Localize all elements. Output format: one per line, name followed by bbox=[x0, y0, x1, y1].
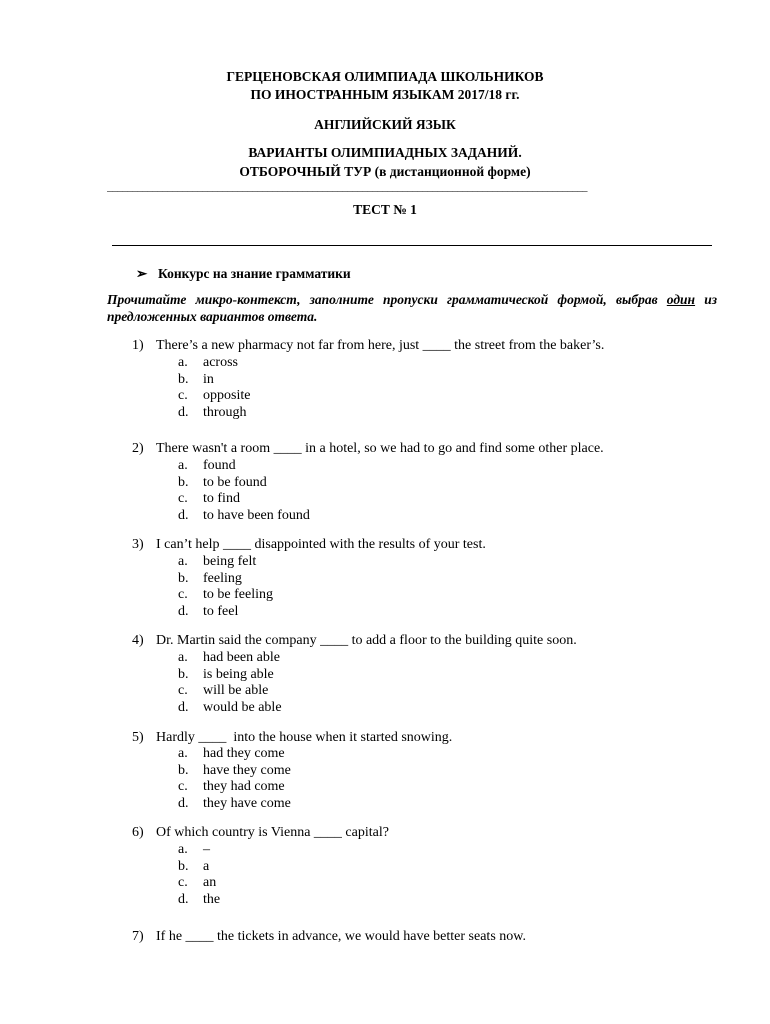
option-text: to have been found bbox=[203, 508, 310, 524]
instruction-text bbox=[107, 291, 717, 325]
option bbox=[178, 700, 282, 717]
question-text: If he ____ the tickets in advance, we would have better seats now. bbox=[156, 929, 526, 944]
option-letter: d. bbox=[178, 796, 189, 812]
question-number: 5) bbox=[132, 730, 144, 745]
option-letter: c. bbox=[178, 491, 188, 507]
option-text: – bbox=[203, 842, 210, 857]
option-letter: b. bbox=[178, 762, 189, 778]
option-text: the bbox=[203, 892, 221, 908]
option bbox=[178, 842, 220, 859]
option-text: across bbox=[203, 355, 238, 370]
option bbox=[178, 372, 250, 389]
option bbox=[178, 683, 282, 700]
option-letter: d. bbox=[178, 892, 189, 908]
option-text: had they come bbox=[203, 746, 285, 761]
option bbox=[178, 779, 291, 796]
option-letter: b. bbox=[178, 474, 189, 490]
header-round: ОТБОРОЧНЫЙ ТУР (в дистанционной форме) bbox=[239, 164, 531, 179]
option bbox=[178, 796, 291, 813]
option-letter: d. bbox=[178, 700, 189, 716]
question-text: Of which country is Vienna ____ capital? bbox=[156, 825, 389, 840]
option-letter: a. bbox=[178, 746, 188, 761]
question-number: 6) bbox=[132, 825, 144, 840]
question-6-options bbox=[178, 842, 220, 909]
question-number: 4) bbox=[132, 633, 144, 648]
option bbox=[178, 859, 220, 876]
option bbox=[178, 746, 291, 763]
option bbox=[178, 667, 282, 684]
option bbox=[178, 491, 310, 508]
option bbox=[178, 554, 273, 571]
question-4-options bbox=[178, 650, 282, 717]
option-letter: c. bbox=[178, 683, 188, 699]
arrow-bullet-icon: ➢ bbox=[136, 266, 148, 281]
option-letter: d. bbox=[178, 604, 189, 620]
option bbox=[178, 475, 310, 492]
option bbox=[178, 508, 310, 525]
option-text: being felt bbox=[203, 554, 257, 569]
header-variants: ВАРИАНТЫ ОЛИМПИАДНЫХ ЗАДАНИЙ. bbox=[248, 145, 522, 160]
question-7 bbox=[132, 929, 732, 945]
option bbox=[178, 587, 273, 604]
option-text: to find bbox=[203, 491, 240, 507]
question-text: I can’t help ____ disappointed with the results of your test. bbox=[156, 537, 486, 552]
question-number: 7) bbox=[132, 929, 144, 944]
option-text: will be able bbox=[203, 683, 269, 699]
option-letter: c. bbox=[178, 779, 188, 795]
option bbox=[178, 388, 250, 405]
instruction-underlined: один bbox=[666, 292, 696, 307]
option-letter: b. bbox=[178, 570, 189, 586]
option-text: an bbox=[203, 875, 217, 891]
option-text: opposite bbox=[203, 388, 251, 404]
test-title: ТЕСТ № 1 bbox=[353, 202, 417, 217]
question-number: 3) bbox=[132, 537, 144, 552]
option bbox=[178, 892, 220, 909]
header-separator: ________________________________________________________________________________________________ bbox=[107, 181, 587, 193]
option-letter: c. bbox=[178, 587, 188, 603]
option bbox=[178, 571, 273, 588]
option-text: they had come bbox=[203, 779, 285, 795]
option-text: in bbox=[203, 371, 214, 387]
option-letter: a. bbox=[178, 355, 188, 370]
option-letter: d. bbox=[178, 405, 189, 421]
option-text: to be feeling bbox=[203, 587, 273, 603]
question-6 bbox=[132, 825, 732, 841]
question-number: 1) bbox=[132, 338, 144, 353]
question-text: There’s a new pharmacy not far from here, just ____ the street from the baker’s. bbox=[156, 338, 605, 353]
option-letter: c. bbox=[178, 388, 188, 404]
question-number: 2) bbox=[132, 441, 144, 456]
option-letter: b. bbox=[178, 858, 189, 874]
option bbox=[178, 604, 273, 621]
option bbox=[178, 650, 282, 667]
section-heading bbox=[136, 266, 351, 282]
option-letter: b. bbox=[178, 371, 189, 387]
question-5 bbox=[132, 730, 732, 746]
question-2 bbox=[132, 441, 732, 457]
question-3 bbox=[132, 537, 732, 553]
question-5-options bbox=[178, 746, 291, 813]
option-text: they have come bbox=[203, 796, 291, 812]
question-1 bbox=[132, 338, 732, 354]
option-text: had been able bbox=[203, 650, 280, 665]
option-text: is being able bbox=[203, 666, 274, 682]
option-letter: c. bbox=[178, 875, 188, 891]
instruction-part1: Прочитайте микро-контекст, заполните пропуски грамматической формой, выбрав bbox=[107, 292, 658, 307]
question-4 bbox=[132, 633, 732, 649]
option bbox=[178, 763, 291, 780]
question-2-options bbox=[178, 458, 310, 525]
option bbox=[178, 405, 250, 422]
question-1-options bbox=[178, 355, 250, 422]
option-letter: a. bbox=[178, 458, 188, 473]
question-text: Hardly ____ into the house when it started snowing. bbox=[156, 730, 453, 745]
option bbox=[178, 355, 250, 372]
option-letter: a. bbox=[178, 650, 188, 665]
option-letter: a. bbox=[178, 554, 188, 569]
header-title-line1: ГЕРЦЕНОВСКАЯ ОЛИМПИАДА ШКОЛЬНИКОВ bbox=[226, 69, 544, 84]
option-text: a bbox=[203, 858, 210, 874]
header-title-line2: ПО ИНОСТРАННЫМ ЯЗЫКАМ 2017/18 гг. bbox=[250, 87, 520, 102]
option-text: to feel bbox=[203, 604, 239, 620]
option-text: feeling bbox=[203, 570, 242, 586]
option-text: would be able bbox=[203, 700, 282, 716]
option bbox=[178, 875, 220, 892]
option-text: through bbox=[203, 405, 247, 421]
option-text: found bbox=[203, 458, 236, 473]
option-letter: d. bbox=[178, 508, 189, 524]
header-language: АНГЛИЙСКИЙ ЯЗЫК bbox=[314, 117, 456, 132]
option bbox=[178, 458, 310, 475]
instruction-part2: из предложенных вариантов ответа. bbox=[107, 292, 718, 324]
option-letter: a. bbox=[178, 842, 188, 857]
section-title: Конкурс на знание грамматики bbox=[158, 266, 351, 281]
option-text: have they come bbox=[203, 762, 291, 778]
question-3-options bbox=[178, 554, 273, 621]
question-text: Dr. Martin said the company ____ to add a floor to the building quite soon. bbox=[156, 633, 577, 648]
option-text: to be found bbox=[203, 474, 267, 490]
option-letter: b. bbox=[178, 666, 189, 682]
question-text: There wasn't a room ____ in a hotel, so we had to go and find some other place. bbox=[156, 441, 604, 456]
divider-line bbox=[112, 245, 712, 246]
